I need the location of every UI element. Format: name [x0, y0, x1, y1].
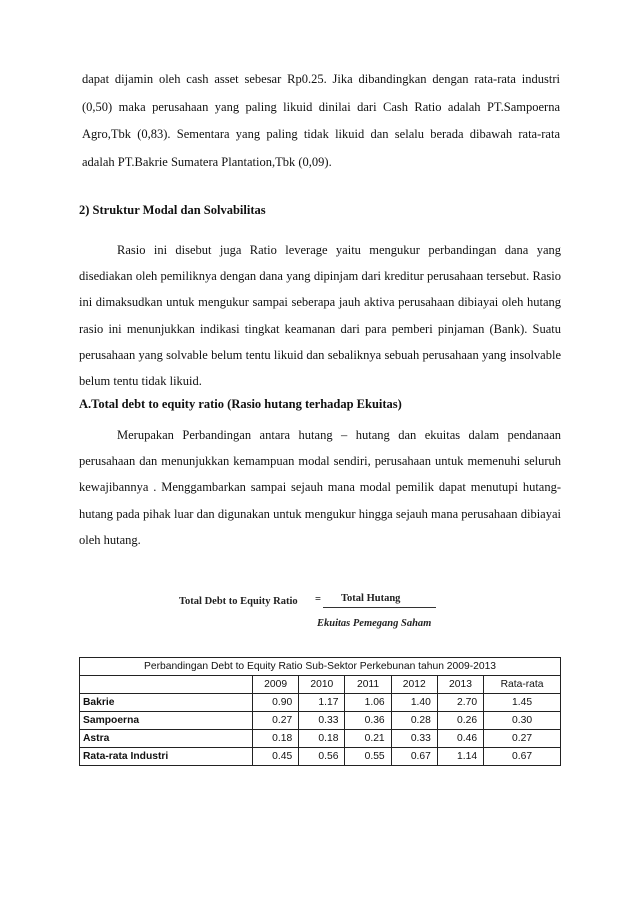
table-cell: 0.33 — [391, 730, 437, 748]
table-cell: 1.40 — [391, 694, 437, 712]
table-header-blank — [80, 676, 253, 694]
table-cell: 0.27 — [253, 712, 299, 730]
formula-numerator: Total Hutang — [341, 593, 401, 604]
fraction-line — [323, 607, 436, 608]
table-caption-row — [80, 658, 561, 676]
table-header: 2009 — [253, 676, 299, 694]
table-cell: 0.21 — [345, 730, 391, 748]
formula-equals: = — [315, 594, 321, 605]
table-cell: 0.18 — [299, 730, 345, 748]
der-table — [79, 657, 561, 766]
subsection-heading: A.Total debt to equity ratio (Rasio hutang terhadap Ekuitas) — [79, 397, 402, 411]
table-cell: 0.28 — [391, 712, 437, 730]
table-cell: 0.27 — [484, 730, 561, 748]
table-cell: 0.36 — [345, 712, 391, 730]
table-header: 2012 — [391, 676, 437, 694]
table-row — [80, 730, 561, 748]
table-cell: 1.17 — [299, 694, 345, 712]
table-cell: 0.33 — [299, 712, 345, 730]
table-cell: 0.26 — [437, 712, 483, 730]
row-label: Astra — [80, 730, 253, 748]
formula-lhs: Total Debt to Equity Ratio — [179, 596, 298, 607]
table-cell: 0.18 — [253, 730, 299, 748]
table-header: 2010 — [299, 676, 345, 694]
row-label: Bakrie — [80, 694, 253, 712]
formula-denominator: Ekuitas Pemegang Saham — [317, 618, 432, 629]
table-cell: 0.30 — [484, 712, 561, 730]
table-cell: 1.45 — [484, 694, 561, 712]
subsection-paragraph: Merupakan Perbandingan antara hutang – hutang dan ekuitas dalam pendanaan perusahaan dan menunjukkan kemampuan modal sendiri, perusahaan untuk memenuhi seluruh kewajibannya . Menggambarkan sampai sejauh mana modal pemilik dapat menutupi hutang-hutang pada pihak luar dan digunakan untuk mengukur hingga sejauh mana perusahaan dibiayai oleh hutang. — [79, 428, 561, 547]
table-cell: 0.67 — [484, 748, 561, 766]
table-row — [80, 748, 561, 766]
table-header: Rata-rata — [484, 676, 561, 694]
row-label: Sampoerna — [80, 712, 253, 730]
table-cell: 1.06 — [345, 694, 391, 712]
table-cell: 0.56 — [299, 748, 345, 766]
section-paragraph: Rasio ini disebut juga Ratio leverage yaitu mengukur perbandingan dana yang disediakan oleh pemiliknya dengan dana yang dipinjam dari kreditur perusahaan tersebut. Rasio ini dimaksudkan untuk mengukur sampai seberapa jauh aktiva perusahaan dibiayai oleh hutang rasio ini menunjukkan indikasi tingkat keamanan dari para pemberi pinjaman (Bank). Suatu perusahaan yang solvable belum tentu likuid dan sebaliknya sebuah perusahaan yang insolvable belum tentu tidak likuid. — [79, 243, 561, 389]
top-paragraph: dapat dijamin oleh cash asset sebesar Rp0.25. Jika dibandingkan dengan rata-rata industri (0,50) maka perusahaan yang paling likuid dinilai dari Cash Ratio adalah PT.Sampoerna Agro,Tbk (0,83). Sementara yang paling tidak likuid dan selalu berada dibawah rata-rata adalah PT.Bakrie Sumatera Plantation,Tbk (0,09). — [82, 72, 560, 170]
table-cell: 2.70 — [437, 694, 483, 712]
table-row — [80, 694, 561, 712]
table-cell: 0.67 — [391, 748, 437, 766]
table-cell: 0.55 — [345, 748, 391, 766]
row-label: Rata-rata Industri — [80, 748, 253, 766]
table-header-row — [80, 676, 561, 694]
table-header: 2013 — [437, 676, 483, 694]
table-row — [80, 712, 561, 730]
table-cell: 1.14 — [437, 748, 483, 766]
table-header: 2011 — [345, 676, 391, 694]
table-cell: 0.46 — [437, 730, 483, 748]
section-heading: 2) Struktur Modal dan Solvabilitas — [79, 203, 266, 217]
table-cell: 0.90 — [253, 694, 299, 712]
table-cell: 0.45 — [253, 748, 299, 766]
table-caption: Perbandingan Debt to Equity Ratio Sub-Sektor Perkebunan tahun 2009-2013 — [80, 658, 561, 676]
